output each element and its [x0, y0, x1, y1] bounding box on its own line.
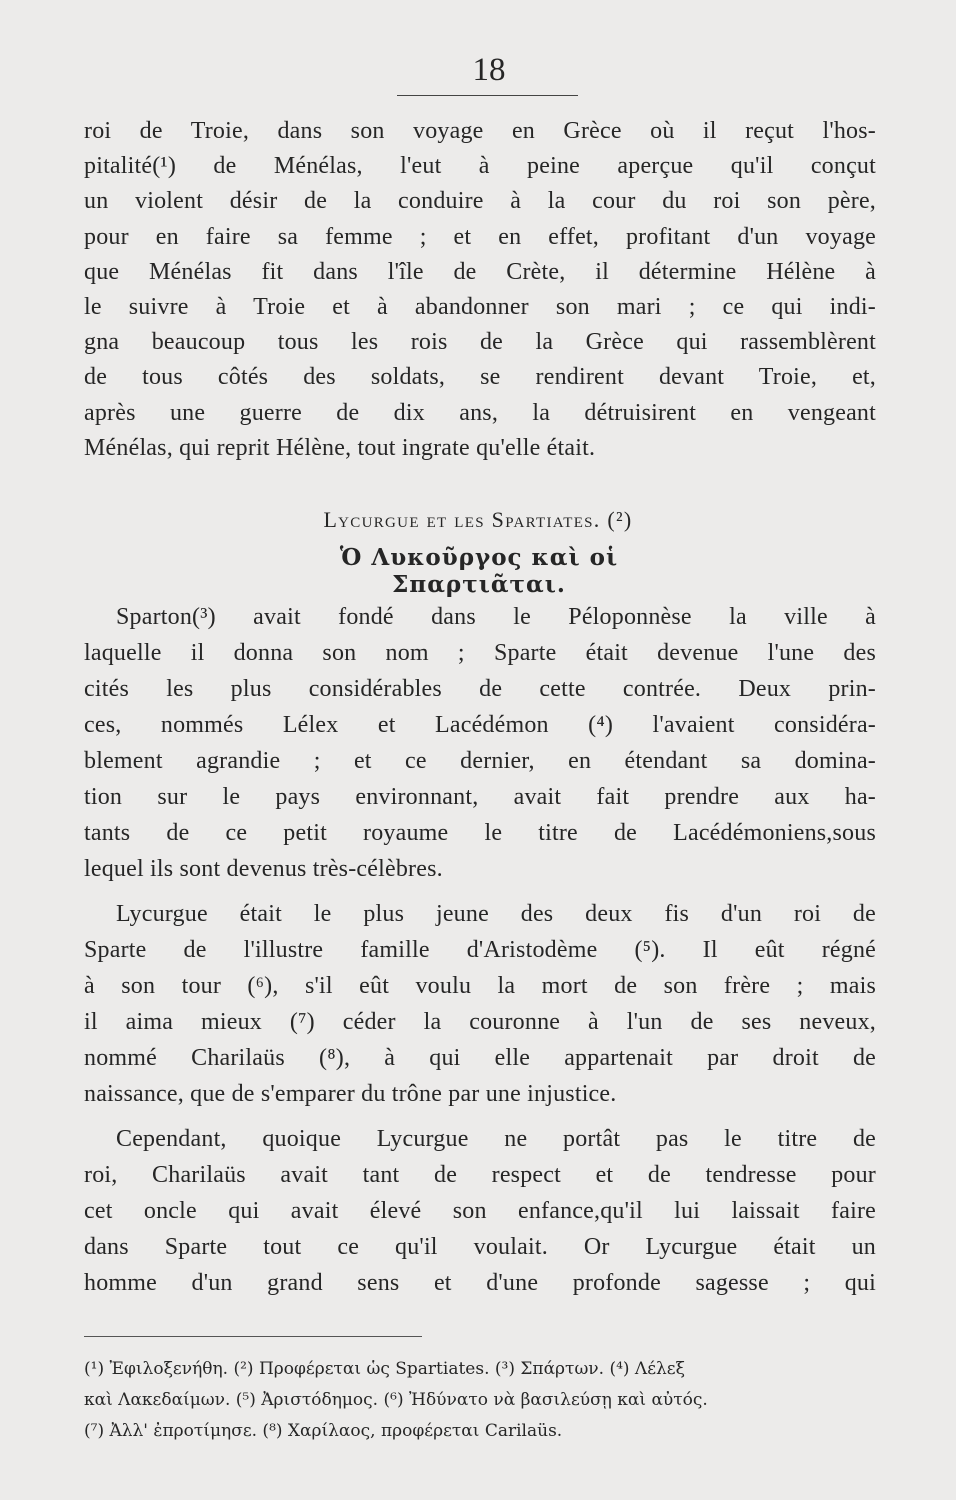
text-line: cet oncle qui avait élevé son enfance,qu'il lui laissait faire [84, 1198, 876, 1224]
text-line: que Ménélas fit dans l'île de Crète, il détermine Hélène à [84, 259, 876, 285]
header-rule [397, 95, 578, 96]
text-line: le suivre à Troie et à abandonner son mari ; ce qui indi- [84, 294, 876, 320]
text-line: roi, Charilaüs avait tant de respect et de tendresse pour [84, 1162, 876, 1188]
page-number: 18 [472, 52, 506, 88]
text-line: à son tour (⁶), s'il eût voulu la mort de son frère ; mais [84, 973, 876, 999]
footnote-line: (¹) Ἐφιλοξενήθη. (²) Προφέρεται ὡς Spartiates. (³) Σπάρτων. (⁴) Λέλεξ [84, 1359, 685, 1379]
text-line: gna beaucoup tous les rois de la Grèce qui rassemblèrent [84, 329, 876, 355]
greek-section-title: Ὁ Λυκοῦργος καὶ οἱ Σπαρτιᾶται. [339, 544, 619, 598]
section-title: Lycurgue et les Spartiates. (²) [323, 507, 633, 532]
text-line: Sparton(³) avait fondé dans le Péloponnèse la ville à [116, 604, 876, 630]
text-line: pitalité(¹) de Ménélas, l'eut à peine aperçue qu'il conçut [84, 153, 876, 179]
text-line: un violent désir de la conduire à la cour du roi son père, [84, 188, 876, 214]
text-line: de tous côtés des soldats, se rendirent devant Troie, et, [84, 364, 876, 390]
text-line: tion sur le pays environnant, avait fait prendre aux ha- [84, 784, 876, 810]
footnote-line: (⁷) Ἀλλ' ἐπροτίμησε. (⁸) Χαρίλαος, προφέρεται Carilaüs. [84, 1421, 563, 1441]
text-line: blement agrandie ; et ce dernier, en étendant sa domina- [84, 748, 876, 774]
text-line: dans Sparte tout ce qu'il voulait. Or Lycurgue était un [84, 1234, 876, 1260]
text-line: après une guerre de dix ans, la détruisirent en vengeant [84, 400, 876, 426]
footnotes [84, 1354, 876, 1447]
footnote-separator [84, 1336, 422, 1337]
text-line: Lycurgue était le plus jeune des deux fis d'un roi de [116, 901, 876, 927]
text-line: tants de ce petit royaume le titre de Lacédémoniens,sous [84, 820, 876, 846]
text-line: Sparte de l'illustre famille d'Aristodème (⁵). Il eût régné [84, 937, 876, 963]
text-line: roi de Troie, dans son voyage en Grèce où il reçut l'hos- [84, 118, 876, 144]
text-line: homme d'un grand sens et d'une profonde sagesse ; qui [84, 1270, 876, 1296]
text-line: cités les plus considérables de cette contrée. Deux prin- [84, 676, 876, 702]
text-line: nommé Charilaüs (⁸), à qui elle appartenait par droit de [84, 1045, 876, 1071]
text-line: laquelle il donna son nom ; Sparte était devenue l'une des [84, 640, 876, 666]
text-line: Cependant, quoique Lycurgue ne portât pas le titre de [116, 1126, 876, 1152]
text-line: ces, nommés Lélex et Lacédémon (⁴) l'avaient considéra- [84, 712, 876, 738]
footnote-line: καὶ Λακεδαίμων. (⁵) Ἀριστόδημος. (⁶) Ἠδύνατο νὰ βασιλεύσῃ καὶ αὐτός. [84, 1390, 708, 1410]
text-line: lequel ils sont devenus très-célèbres. [84, 856, 443, 882]
text-line: Ménélas, qui reprit Hélène, tout ingrate qu'elle était. [84, 435, 596, 461]
text-line: naissance, que de s'emparer du trône par une injustice. [84, 1081, 617, 1107]
text-line: il aima mieux (⁷) céder la couronne à l'un de ses neveux, [84, 1009, 876, 1035]
text-line: pour en faire sa femme ; et en effet, profitant d'un voyage [84, 224, 876, 250]
